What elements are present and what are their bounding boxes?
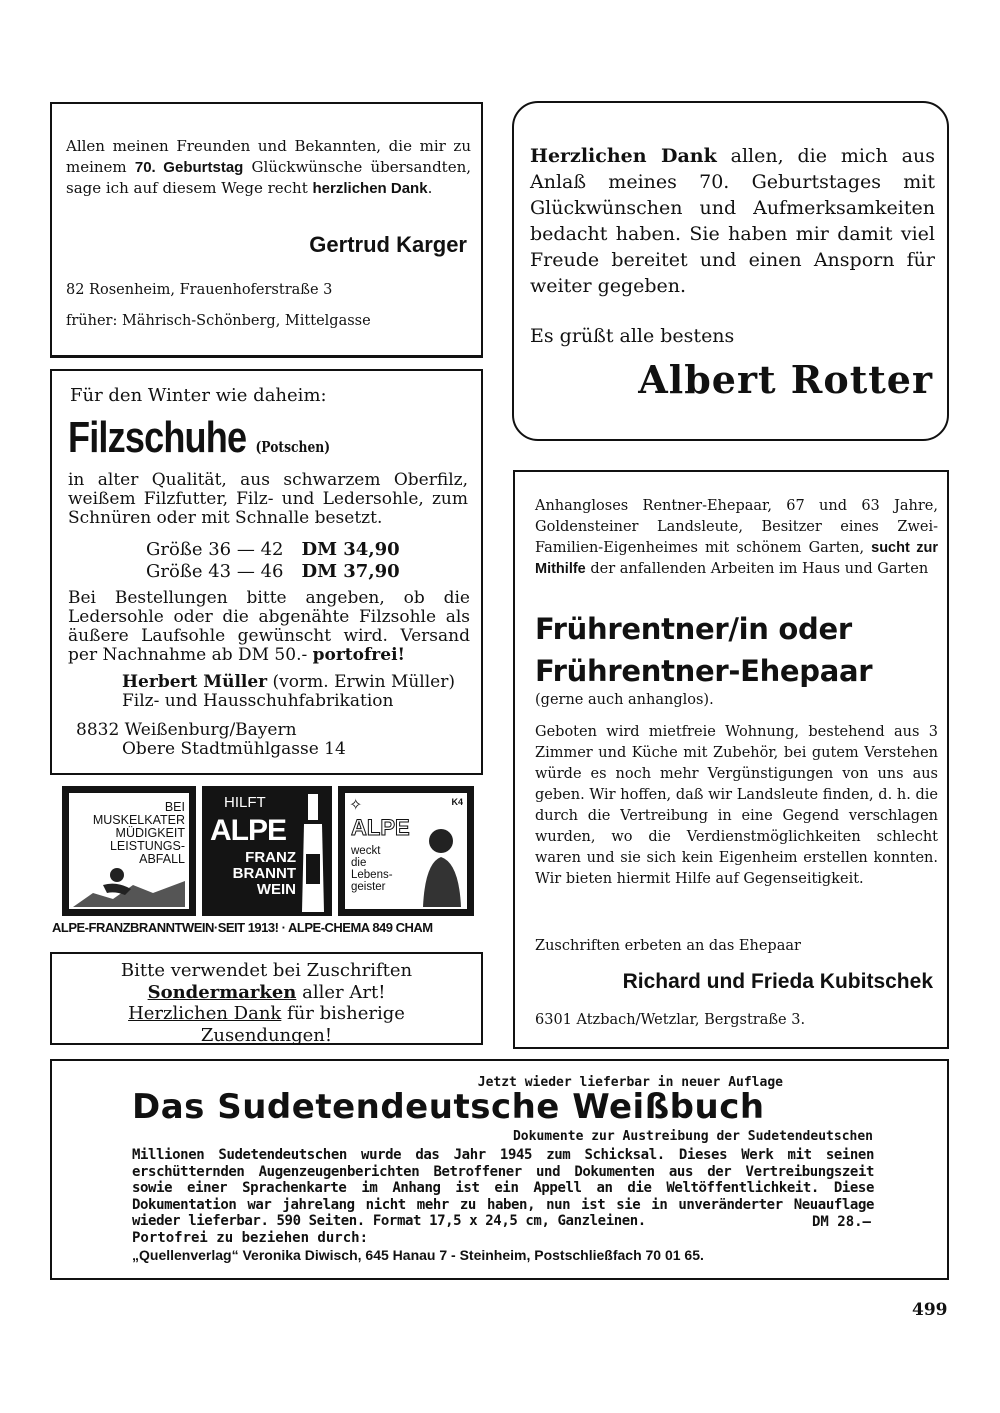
filz-headline: Filzschuhe (Potschen) bbox=[68, 413, 331, 462]
weissbuch-ad bbox=[50, 1059, 949, 1280]
weissbuch-body: Millionen Sudetendeutschen wurde das Jahr 1945 zum Schicksal. Dieses Werk mit seinen erschütternden Augenzeugenberichten Betroffener und Dokumenten aus der Vertreibungszeit sowie einer Sprachenkarte im Anhang ist ein Appell an die Weltöffentlichkeit. Diese Dokumentation war jahrelang nicht mehr zu haben, nun ist sie in unveränderter Neuauflage wieder lieferbar. 590 Seiten. Format 17,5 x 24,5 cm, Ganzleinen. bbox=[132, 1147, 874, 1229]
weissbuch-publisher: „Quellenverlag“ Veronika Diwisch, 645 Hanau 7 - Steinheim, Postschließfach 70 01 65. bbox=[132, 1247, 704, 1263]
kubi-intro: Anhangloses Rentner-Ehepaar, 67 und 63 Jahre, Goldensteiner Landsleute, Besitzer eines Zwei-Familien-Eigenheimes mit schönem Garten, sucht zur Mithilfe der anfallenden Arbeiten im Haus und Garten bbox=[535, 498, 938, 577]
rotter-signature: Albert Rotter bbox=[638, 357, 933, 402]
alpe-panel-2: HILFT ALPE FRANZ BRANNT WEIN bbox=[202, 786, 332, 916]
alpe-panel-3: K4 ✧ ALPE weckt die Lebens- geister bbox=[338, 786, 474, 916]
size-row: Größe 36 — 42 DM 34,90 bbox=[146, 539, 400, 560]
filz-lead: Für den Winter wie daheim: bbox=[70, 385, 327, 406]
weissbuch-kicker: Jetzt wieder lieferbar in neuer Auflage bbox=[477, 1075, 783, 1090]
kubitschek-ad bbox=[513, 470, 949, 1049]
karger-former-address: früher: Mährisch-Schönberg, Mittelgasse bbox=[66, 313, 371, 329]
weissbuch-price: DM 28.— bbox=[811, 1214, 871, 1230]
filz-address: 8832 Weißenburg/Bayern Obere Stadtmühlgasse 14 bbox=[76, 720, 346, 759]
filz-maker: Herbert Müller (vorm. Erwin Müller) Filz- und Hausschuhfabrikation bbox=[122, 672, 455, 711]
karger-address: 82 Rosenheim, Frauenhoferstraße 3 bbox=[66, 282, 333, 298]
sondermarken-notice bbox=[50, 952, 483, 1045]
rotter-greeting: Es grüßt alle bestens bbox=[530, 325, 735, 347]
karger-notice bbox=[50, 102, 483, 358]
karger-text: Allen meinen Freunden und Bekannten, die mir zu meinem 70. Geburtstag Glückwünsche übersandten, sage ich auf diesem Wege recht herzlichen Dank. bbox=[66, 137, 471, 197]
sondermarken-text: Bitte verwendet bei Zuschriften Sondermarken aller Art! Herzlichen Dank für bisherige Zusendungen! bbox=[120, 960, 413, 1046]
weissbuch-title: Das Sudetendeutsche Weißbuch bbox=[132, 1087, 765, 1127]
filz-description: in alter Qualität, aus schwarzem Oberfilz, weißem Filzfutter, Filz- und Ledersohle, zum Schnüren oder mit Schnalle besetzt. bbox=[68, 470, 468, 528]
weissbuch-shipping: Portofrei zu beziehen durch: bbox=[132, 1230, 369, 1246]
filz-headline-note: (Potschen) bbox=[255, 438, 331, 456]
kubi-contact: Zuschriften erbeten an das Ehepaar bbox=[535, 938, 801, 954]
rotter-notice bbox=[512, 101, 949, 441]
kubi-address: 6301 Atzbach/Wetzlar, Bergstraße 3. bbox=[535, 1012, 806, 1028]
alpe-ad bbox=[52, 786, 482, 938]
kubi-signature: Richard und Frieda Kubitschek bbox=[622, 970, 933, 993]
kubi-note: (gerne auch anhanglos). bbox=[535, 692, 714, 708]
runner-illustration-icon bbox=[73, 863, 185, 907]
kubi-headline: Frührentner/in oder Frührentner-Ehepaar bbox=[535, 612, 873, 688]
alpe-tagline: ALPE-FRANZBRANNTWEIN·SEIT 1913! · ALPE-CHEMA 849 CHAM bbox=[52, 920, 433, 935]
filzschuhe-ad bbox=[50, 369, 483, 775]
bottle-icon bbox=[298, 794, 328, 912]
filz-order-text: Bei Bestellungen bitte angeben, ob die Ledersohle oder die abgenähte Filzsohle als äußere Laufsohle gewünscht wird. Versand per Nachnahme ab DM 50.- portofrei! bbox=[68, 588, 470, 665]
kubi-body: Geboten wird mietfreie Wohnung, bestehend aus 3 Zimmer und Küche mit Zubehör, bei gutem Verstehen würde es noch mehr Vergünstigungen von uns aus geben. Wir hoffen, daß wir Landsleute finden, d. h. die durch die Vertreibung in eine Gegend verschlagen wurden, wo die Verdienstmöglichkeiten schlecht waren und sie sich kein Eigenheim erstellen konnten. Wir bieten hiermit Hilfe auf Gegenseitigkeit. bbox=[535, 724, 938, 887]
size-row: Größe 43 — 46 DM 37,90 bbox=[146, 561, 400, 582]
weissbuch-subtitle: Dokumente zur Austreibung der Sudetendeutschen bbox=[512, 1129, 873, 1144]
rotter-text: Herzlichen Dank allen, die mich aus Anlaß meines 70. Geburtstages mit Glückwünschen und Aufmerksamkeiten bedacht haben. Sie haben mir damit viel Freude bereitet und einen Ansporn für weiter gegeben. bbox=[530, 145, 935, 297]
woman-illustration-icon bbox=[415, 823, 465, 907]
star-icon: ✧ bbox=[349, 797, 363, 814]
karger-name: Gertrud Karger bbox=[309, 232, 467, 257]
filz-size-table bbox=[146, 539, 418, 583]
page-number: 499 bbox=[912, 1300, 948, 1320]
alpe-panel-1: BEI MUSKELKATER MÜDIGKEIT LEISTUNGS- ABFALL bbox=[62, 786, 196, 916]
